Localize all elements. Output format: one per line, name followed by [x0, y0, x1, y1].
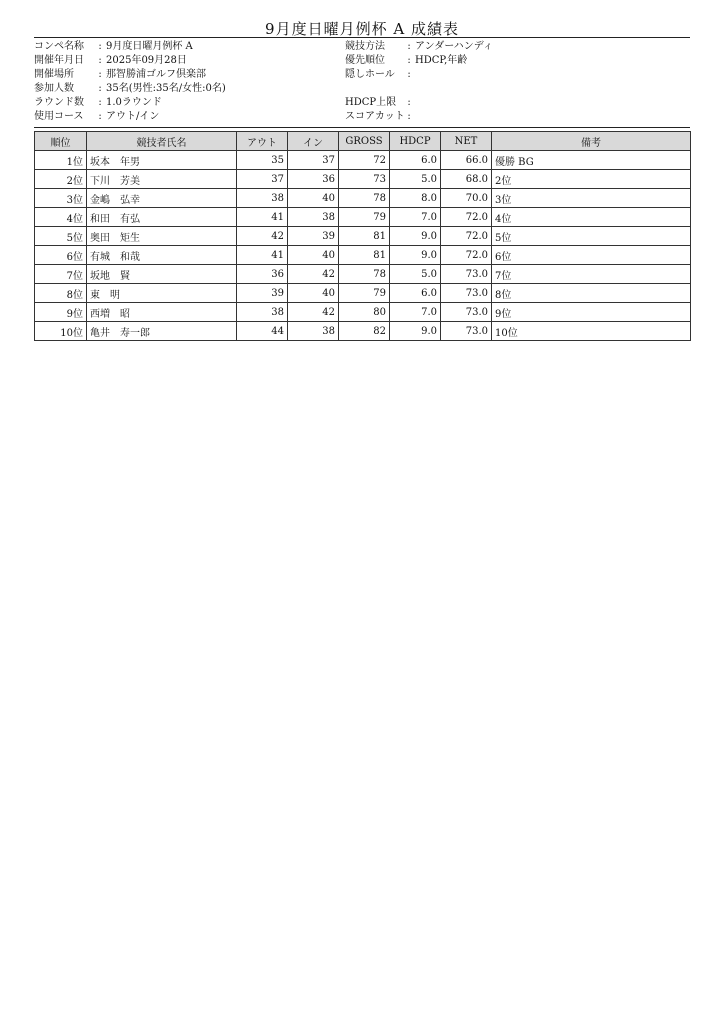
cell-name: 坂本 年男: [87, 151, 237, 170]
info-row-date: [34, 54, 226, 68]
cell-name: 有城 和哉: [87, 246, 237, 265]
col-header-net: NET: [441, 132, 492, 151]
cell-hdcp: 9.0: [390, 227, 441, 246]
info-colon: :: [98, 83, 102, 94]
cell-hdcp: 7.0: [390, 208, 441, 227]
table-row: [35, 227, 691, 246]
cell-note: 5位: [492, 227, 691, 246]
table-row: [35, 246, 691, 265]
col-header-gross: GROSS: [339, 132, 390, 151]
cell-hdcp: 7.0: [390, 303, 441, 322]
info-row-participants: [34, 82, 226, 96]
table-row: [35, 284, 691, 303]
page-title: 9月度日曜月例杯 A 成績表: [265, 20, 459, 38]
info-label: 使用コース: [34, 111, 84, 122]
info-value: 1.0ラウンド: [106, 97, 162, 108]
cell-out: 37: [237, 170, 288, 189]
info-row-venue: [34, 68, 226, 82]
cell-net: 73.0: [441, 265, 492, 284]
cell-name: 亀井 寿一郎: [87, 322, 237, 341]
col-header-rank: 順位: [35, 132, 87, 151]
info-value: HDCP,年齢: [415, 55, 468, 66]
table-row: [35, 170, 691, 189]
table-row: [35, 151, 691, 170]
cell-note: 2位: [492, 170, 691, 189]
cell-gross: 81: [339, 246, 390, 265]
cell-out: 41: [237, 208, 288, 227]
cell-out: 35: [237, 151, 288, 170]
cell-name: 和田 有弘: [87, 208, 237, 227]
info-row-hidden-holes: [345, 68, 493, 82]
cell-gross: 73: [339, 170, 390, 189]
col-header-out: アウト: [237, 132, 288, 151]
cell-hdcp: 6.0: [390, 151, 441, 170]
cell-rank: 5位: [35, 227, 87, 246]
cell-name: 下川 芳美: [87, 170, 237, 189]
cell-out: 39: [237, 284, 288, 303]
cell-hdcp: 9.0: [390, 322, 441, 341]
col-header-note: 備考: [492, 132, 691, 151]
info-value: 9月度日曜月例杯 A: [106, 41, 193, 52]
cell-note: 7位: [492, 265, 691, 284]
cell-in: 39: [288, 227, 339, 246]
info-row-hdcp-limit: [345, 96, 493, 110]
table-header-row: [35, 132, 691, 151]
cell-in: 40: [288, 189, 339, 208]
cell-in: 40: [288, 246, 339, 265]
cell-rank: 2位: [35, 170, 87, 189]
cell-out: 41: [237, 246, 288, 265]
table-top-divider: [34, 127, 690, 128]
info-label: 開催年月日: [34, 55, 84, 66]
cell-net: 68.0: [441, 170, 492, 189]
cell-hdcp: 9.0: [390, 246, 441, 265]
info-label: コンペ名称: [34, 41, 84, 52]
cell-net: 73.0: [441, 322, 492, 341]
cell-gross: 78: [339, 189, 390, 208]
cell-hdcp: 5.0: [390, 170, 441, 189]
cell-in: 36: [288, 170, 339, 189]
info-value: 35名(男性:35名/女性:0名): [106, 83, 226, 94]
info-row-priority: [345, 54, 493, 68]
results-table: [34, 131, 691, 341]
cell-out: 38: [237, 189, 288, 208]
info-row-method: [345, 40, 493, 54]
col-header-in: イン: [288, 132, 339, 151]
info-spacer: [345, 82, 493, 96]
cell-out: 44: [237, 322, 288, 341]
info-colon: :: [98, 97, 102, 108]
info-label: 優先順位: [345, 55, 385, 66]
cell-net: 72.0: [441, 227, 492, 246]
info-label: 開催場所: [34, 69, 74, 80]
cell-note: 8位: [492, 284, 691, 303]
cell-net: 66.0: [441, 151, 492, 170]
cell-in: 40: [288, 284, 339, 303]
info-colon: :: [407, 69, 411, 80]
cell-rank: 6位: [35, 246, 87, 265]
cell-out: 38: [237, 303, 288, 322]
cell-net: 73.0: [441, 284, 492, 303]
cell-in: 42: [288, 303, 339, 322]
info-colon: :: [407, 55, 411, 66]
cell-hdcp: 6.0: [390, 284, 441, 303]
cell-net: 72.0: [441, 208, 492, 227]
cell-in: 38: [288, 208, 339, 227]
cell-name: 金嶋 弘幸: [87, 189, 237, 208]
cell-net: 70.0: [441, 189, 492, 208]
cell-in: 42: [288, 265, 339, 284]
info-colon: :: [407, 41, 411, 52]
table-row: [35, 189, 691, 208]
info-colon: :: [98, 69, 102, 80]
info-colon: :: [407, 97, 411, 108]
info-value: アンダーハンディ: [415, 41, 493, 52]
table-row: [35, 322, 691, 341]
info-label: ラウンド数: [34, 97, 84, 108]
info-value: 2025年09月28日: [106, 55, 187, 66]
table-row: [35, 265, 691, 284]
cell-note: 10位: [492, 322, 691, 341]
cell-gross: 79: [339, 208, 390, 227]
cell-name: 西増 昭: [87, 303, 237, 322]
cell-gross: 81: [339, 227, 390, 246]
info-row-competition-name: [34, 40, 226, 54]
cell-rank: 1位: [35, 151, 87, 170]
info-row-rounds: [34, 96, 226, 110]
cell-note: 9位: [492, 303, 691, 322]
cell-out: 42: [237, 227, 288, 246]
cell-name: 奥田 矩生: [87, 227, 237, 246]
cell-gross: 79: [339, 284, 390, 303]
info-label: HDCP上限: [345, 97, 397, 108]
cell-rank: 4位: [35, 208, 87, 227]
info-label: 参加人数: [34, 83, 74, 94]
table-row: [35, 208, 691, 227]
cell-out: 36: [237, 265, 288, 284]
title-divider: [34, 37, 690, 38]
info-value: アウト/イン: [106, 111, 160, 122]
info-left-block: [34, 40, 226, 124]
cell-hdcp: 5.0: [390, 265, 441, 284]
cell-gross: 82: [339, 322, 390, 341]
cell-hdcp: 8.0: [390, 189, 441, 208]
info-right-block: [345, 40, 493, 124]
table-row: [35, 303, 691, 322]
cell-in: 37: [288, 151, 339, 170]
cell-note: 3位: [492, 189, 691, 208]
cell-gross: 72: [339, 151, 390, 170]
cell-name: 東 明: [87, 284, 237, 303]
info-colon: :: [98, 41, 102, 52]
cell-net: 73.0: [441, 303, 492, 322]
cell-note: 優勝 BG: [492, 151, 691, 170]
cell-note: 4位: [492, 208, 691, 227]
info-value: 那智勝浦ゴルフ倶楽部: [106, 69, 206, 80]
cell-rank: 3位: [35, 189, 87, 208]
info-label: 競技方法: [345, 41, 385, 52]
cell-in: 38: [288, 322, 339, 341]
info-colon: :: [98, 111, 102, 122]
cell-name: 坂地 賢: [87, 265, 237, 284]
info-label: 隠しホール: [345, 69, 395, 80]
cell-rank: 10位: [35, 322, 87, 341]
info-label: スコアカット: [345, 111, 405, 122]
cell-gross: 78: [339, 265, 390, 284]
info-row-score-cut: [345, 110, 493, 124]
cell-rank: 7位: [35, 265, 87, 284]
cell-rank: 9位: [35, 303, 87, 322]
cell-gross: 80: [339, 303, 390, 322]
info-colon: :: [407, 111, 411, 122]
info-row-course: [34, 110, 226, 124]
col-header-hdcp: HDCP: [390, 132, 441, 151]
cell-note: 6位: [492, 246, 691, 265]
cell-net: 72.0: [441, 246, 492, 265]
col-header-name: 競技者氏名: [87, 132, 237, 151]
info-colon: :: [98, 55, 102, 66]
cell-rank: 8位: [35, 284, 87, 303]
